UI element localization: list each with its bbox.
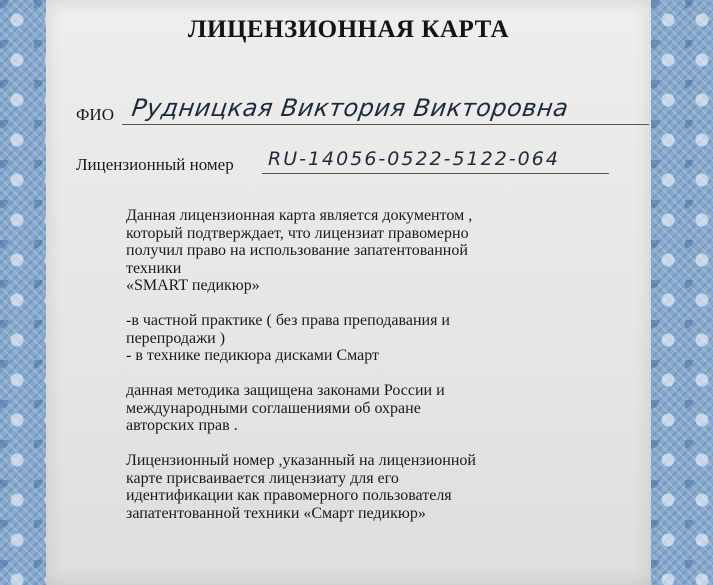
fio-label: ФИО: [76, 105, 114, 124]
document-title: ЛИЦЕНЗИОННАЯ КАРТА: [187, 16, 510, 43]
body-line: техники: [126, 259, 182, 277]
license-number-handwritten-value: RU-14056-0522-5122-064: [268, 148, 560, 170]
license-number-underline: [262, 172, 609, 174]
fio-underline: [122, 123, 649, 125]
body-line: который подтверждает, что лицензиат правомерно: [126, 224, 469, 242]
license-number-label: Лицензионный номер: [76, 155, 234, 174]
body-line: - в технике педикюра дисками Смарт: [126, 347, 380, 364]
license-body-text: [126, 207, 596, 522]
body-line: -в частной практике ( без права преподавания и: [126, 312, 450, 329]
body-line: идентификации как правомерного пользователя: [126, 487, 452, 504]
body-line: карте присваивается лицензиату для его: [126, 469, 399, 487]
fio-handwritten-value: Рудницкая Виктория Викторовна: [130, 94, 571, 122]
body-line: перепродажи ): [126, 329, 226, 347]
body-line: получил право на использование запатентованной: [126, 242, 468, 259]
body-line: авторских прав .: [126, 417, 238, 434]
license-card: [46, 0, 651, 585]
body-line: «SMART педикюр»: [126, 277, 260, 294]
decorative-border-right: [651, 0, 713, 585]
body-line: Лицензионный номер ,указанный на лицензионной: [126, 452, 476, 469]
body-line: Данная лицензионная карта является документом ,: [126, 207, 473, 224]
body-line: данная методика защищена законами России и: [126, 382, 445, 399]
body-line: международными соглашениями об охране: [126, 399, 421, 417]
body-line: запатентованной техники «Смарт педикюр»: [126, 504, 426, 522]
decorative-border-left: [0, 0, 46, 585]
